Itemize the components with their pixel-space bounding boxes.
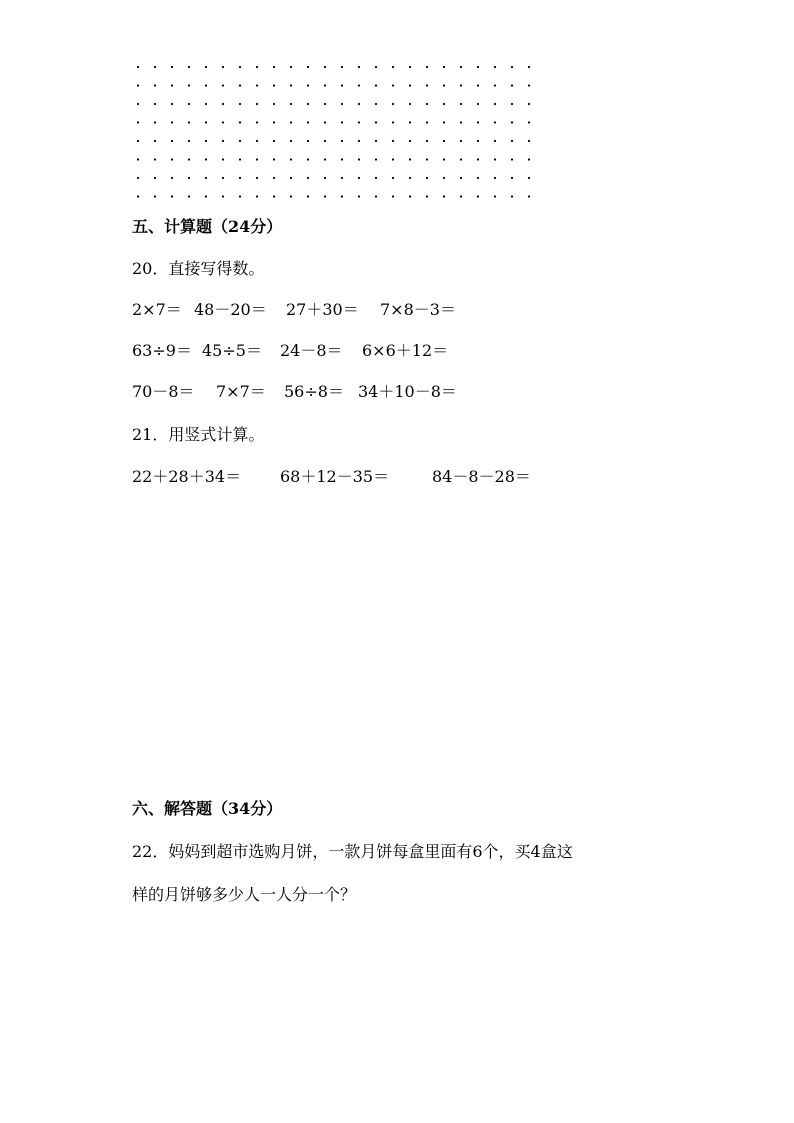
section-5-heading: 五、计算题（24分） xyxy=(132,217,283,236)
grid-dot xyxy=(273,195,275,197)
q20-row-1 xyxy=(132,300,456,320)
grid-dot xyxy=(154,84,156,86)
grid-dot xyxy=(239,177,241,179)
grid-dot xyxy=(239,158,241,160)
grid-dot xyxy=(188,177,190,179)
grid-dot xyxy=(528,158,530,160)
grid-dot xyxy=(256,158,258,160)
grid-dot xyxy=(477,177,479,179)
grid-dot xyxy=(409,121,411,123)
grid-dot xyxy=(341,84,343,86)
grid-dot xyxy=(528,84,530,86)
grid-dot xyxy=(205,195,207,197)
grid-dot xyxy=(511,121,513,123)
grid-dot xyxy=(290,177,292,179)
grid-dot xyxy=(171,195,173,197)
grid-dot xyxy=(494,103,496,105)
grid-dot xyxy=(222,177,224,179)
q20-row-2 xyxy=(132,341,448,361)
grid-dot xyxy=(358,84,360,86)
grid-dot xyxy=(341,177,343,179)
grid-dot xyxy=(426,121,428,123)
grid-dot xyxy=(494,84,496,86)
grid-dot xyxy=(409,66,411,68)
grid-dot xyxy=(222,84,224,86)
grid-dot xyxy=(154,103,156,105)
grid-dot xyxy=(477,66,479,68)
grid-dot xyxy=(273,177,275,179)
grid-dot xyxy=(137,103,139,105)
grid-dot xyxy=(528,66,530,68)
grid-dot xyxy=(171,84,173,86)
grid-dot xyxy=(409,84,411,86)
grid-dot xyxy=(137,195,139,197)
grid-dot xyxy=(239,66,241,68)
grid-dot xyxy=(375,103,377,105)
grid-dot xyxy=(477,103,479,105)
q20-item: 7×8－3＝ xyxy=(380,300,456,319)
grid-dot xyxy=(392,84,394,86)
grid-dot xyxy=(528,140,530,142)
question-22-line-1: 22．妈妈到超市选购月饼，一款月饼每盒里面有6个，买4盒这 xyxy=(132,842,573,861)
grid-dot xyxy=(494,177,496,179)
grid-dot xyxy=(426,140,428,142)
section-6-heading: 六、解答题（34分） xyxy=(132,799,283,818)
grid-dot xyxy=(256,140,258,142)
grid-dot xyxy=(239,84,241,86)
grid-dot xyxy=(256,177,258,179)
grid-dot xyxy=(528,195,530,197)
grid-dot xyxy=(273,103,275,105)
grid-dot xyxy=(426,158,428,160)
grid-dot xyxy=(358,121,360,123)
grid-dot xyxy=(443,140,445,142)
q20-item: 2×7＝ xyxy=(132,300,182,319)
q20-item: 63÷9＝ xyxy=(132,341,192,360)
grid-dot xyxy=(307,158,309,160)
grid-dot xyxy=(307,195,309,197)
q20-row-3 xyxy=(132,382,457,402)
grid-dot xyxy=(307,177,309,179)
grid-dot xyxy=(154,195,156,197)
grid-dot xyxy=(273,121,275,123)
grid-dot xyxy=(171,140,173,142)
grid-dot xyxy=(154,66,156,68)
grid-dot xyxy=(460,103,462,105)
grid-dot xyxy=(392,195,394,197)
grid-dot xyxy=(154,140,156,142)
grid-dot xyxy=(477,140,479,142)
grid-dot xyxy=(256,121,258,123)
grid-dot xyxy=(477,158,479,160)
grid-dot xyxy=(528,121,530,123)
grid-dot xyxy=(409,140,411,142)
grid-dot xyxy=(392,121,394,123)
grid-dot xyxy=(375,158,377,160)
grid-dot xyxy=(324,66,326,68)
grid-dot xyxy=(375,177,377,179)
grid-dot xyxy=(256,66,258,68)
grid-dot xyxy=(188,103,190,105)
grid-dot xyxy=(205,140,207,142)
grid-dot xyxy=(358,103,360,105)
grid-dot xyxy=(392,158,394,160)
grid-dot xyxy=(137,140,139,142)
grid-dot xyxy=(290,103,292,105)
grid-dot xyxy=(426,177,428,179)
grid-dot xyxy=(443,66,445,68)
grid-dot xyxy=(443,177,445,179)
q20-item: 56÷8＝ xyxy=(284,382,344,401)
grid-dot xyxy=(443,121,445,123)
grid-dot xyxy=(477,121,479,123)
q20-item: 45÷5＝ xyxy=(202,341,262,360)
grid-dot xyxy=(375,66,377,68)
grid-dot xyxy=(426,84,428,86)
grid-dot xyxy=(443,103,445,105)
grid-dot xyxy=(511,84,513,86)
grid-dot xyxy=(273,84,275,86)
grid-dot xyxy=(477,195,479,197)
grid-dot xyxy=(188,84,190,86)
q21-row xyxy=(132,467,531,487)
grid-dot xyxy=(205,84,207,86)
grid-dot xyxy=(477,84,479,86)
grid-dot xyxy=(307,140,309,142)
grid-dot xyxy=(341,158,343,160)
grid-dot xyxy=(426,103,428,105)
grid-dot xyxy=(392,66,394,68)
grid-dot xyxy=(375,121,377,123)
grid-dot xyxy=(137,84,139,86)
grid-dot xyxy=(307,121,309,123)
q21-item: 68＋12－35＝ xyxy=(280,467,390,486)
q20-item: 27＋30＝ xyxy=(286,300,359,319)
grid-dot xyxy=(290,140,292,142)
grid-dot xyxy=(239,103,241,105)
grid-dot xyxy=(341,121,343,123)
grid-dot xyxy=(392,103,394,105)
grid-dot xyxy=(205,66,207,68)
grid-dot xyxy=(511,140,513,142)
grid-dot xyxy=(222,66,224,68)
grid-dot xyxy=(528,177,530,179)
grid-dot xyxy=(188,66,190,68)
question-22-line-2: 样的月饼够多少人一人分一个？ xyxy=(132,885,357,904)
grid-dot xyxy=(460,66,462,68)
grid-dot xyxy=(256,103,258,105)
grid-dot xyxy=(324,140,326,142)
grid-dot xyxy=(409,177,411,179)
grid-dot xyxy=(409,195,411,197)
grid-dot xyxy=(171,158,173,160)
grid-dot xyxy=(273,66,275,68)
q20-item: 6×6＋12＝ xyxy=(362,341,449,360)
grid-dot xyxy=(188,195,190,197)
grid-dot xyxy=(375,84,377,86)
grid-dot xyxy=(137,66,139,68)
grid-dot xyxy=(511,195,513,197)
grid-dot xyxy=(290,195,292,197)
grid-dot xyxy=(341,140,343,142)
grid-dot xyxy=(307,66,309,68)
grid-dot xyxy=(239,121,241,123)
grid-dot xyxy=(426,66,428,68)
question-21-prompt: 21．用竖式计算。 xyxy=(132,425,265,444)
grid-dot xyxy=(358,177,360,179)
grid-dot xyxy=(375,195,377,197)
q20-item: 34＋10－8＝ xyxy=(358,382,457,401)
grid-dot xyxy=(239,195,241,197)
grid-dot xyxy=(222,121,224,123)
grid-dot xyxy=(273,140,275,142)
grid-dot xyxy=(222,195,224,197)
dot-grid xyxy=(136,62,536,202)
q20-item: 70－8＝ xyxy=(132,382,195,401)
grid-dot xyxy=(443,158,445,160)
grid-dot xyxy=(324,103,326,105)
grid-dot xyxy=(341,103,343,105)
grid-dot xyxy=(460,121,462,123)
grid-dot xyxy=(443,84,445,86)
grid-dot xyxy=(154,158,156,160)
grid-dot xyxy=(239,140,241,142)
grid-dot xyxy=(188,121,190,123)
grid-dot xyxy=(426,195,428,197)
grid-dot xyxy=(273,158,275,160)
grid-dot xyxy=(222,158,224,160)
grid-dot xyxy=(188,140,190,142)
grid-dot xyxy=(290,121,292,123)
grid-dot xyxy=(460,177,462,179)
grid-dot xyxy=(256,195,258,197)
grid-dot xyxy=(409,158,411,160)
grid-dot xyxy=(392,140,394,142)
grid-dot xyxy=(222,140,224,142)
grid-dot xyxy=(256,84,258,86)
grid-dot xyxy=(188,158,190,160)
q20-item: 48－20＝ xyxy=(194,300,267,319)
grid-dot xyxy=(358,66,360,68)
question-20-prompt: 20．直接写得数。 xyxy=(132,259,265,278)
grid-dot xyxy=(154,177,156,179)
grid-dot xyxy=(324,121,326,123)
q20-item: 7×7＝ xyxy=(216,382,266,401)
grid-dot xyxy=(528,103,530,105)
grid-dot xyxy=(460,140,462,142)
grid-dot xyxy=(324,177,326,179)
grid-dot xyxy=(324,195,326,197)
grid-dot xyxy=(375,140,377,142)
grid-dot xyxy=(341,195,343,197)
grid-dot xyxy=(205,121,207,123)
grid-dot xyxy=(443,195,445,197)
grid-dot xyxy=(137,177,139,179)
grid-dot xyxy=(494,140,496,142)
grid-dot xyxy=(205,103,207,105)
grid-dot xyxy=(358,195,360,197)
grid-dot xyxy=(392,177,394,179)
grid-dot xyxy=(205,177,207,179)
q21-item: 22＋28＋34＝ xyxy=(132,467,242,486)
grid-dot xyxy=(494,66,496,68)
grid-dot xyxy=(137,158,139,160)
grid-dot xyxy=(324,158,326,160)
grid-dot xyxy=(154,121,156,123)
grid-dot xyxy=(460,158,462,160)
grid-dot xyxy=(460,195,462,197)
grid-dot xyxy=(171,103,173,105)
grid-dot xyxy=(358,158,360,160)
grid-dot xyxy=(222,103,224,105)
grid-dot xyxy=(324,84,326,86)
grid-dot xyxy=(409,103,411,105)
grid-dot xyxy=(511,158,513,160)
grid-dot xyxy=(494,158,496,160)
grid-dot xyxy=(511,177,513,179)
grid-dot xyxy=(171,177,173,179)
grid-dot xyxy=(290,66,292,68)
grid-dot xyxy=(307,103,309,105)
grid-dot xyxy=(290,84,292,86)
grid-dot xyxy=(494,121,496,123)
q20-item: 24－8＝ xyxy=(280,341,343,360)
grid-dot xyxy=(358,140,360,142)
q21-item: 84－8－28＝ xyxy=(432,467,531,486)
grid-dot xyxy=(171,121,173,123)
grid-dot xyxy=(205,158,207,160)
grid-dot xyxy=(171,66,173,68)
grid-dot xyxy=(137,121,139,123)
grid-dot xyxy=(341,66,343,68)
grid-dot xyxy=(511,66,513,68)
grid-dot xyxy=(307,84,309,86)
grid-dot xyxy=(460,84,462,86)
grid-dot xyxy=(511,103,513,105)
grid-dot xyxy=(494,195,496,197)
grid-dot xyxy=(290,158,292,160)
